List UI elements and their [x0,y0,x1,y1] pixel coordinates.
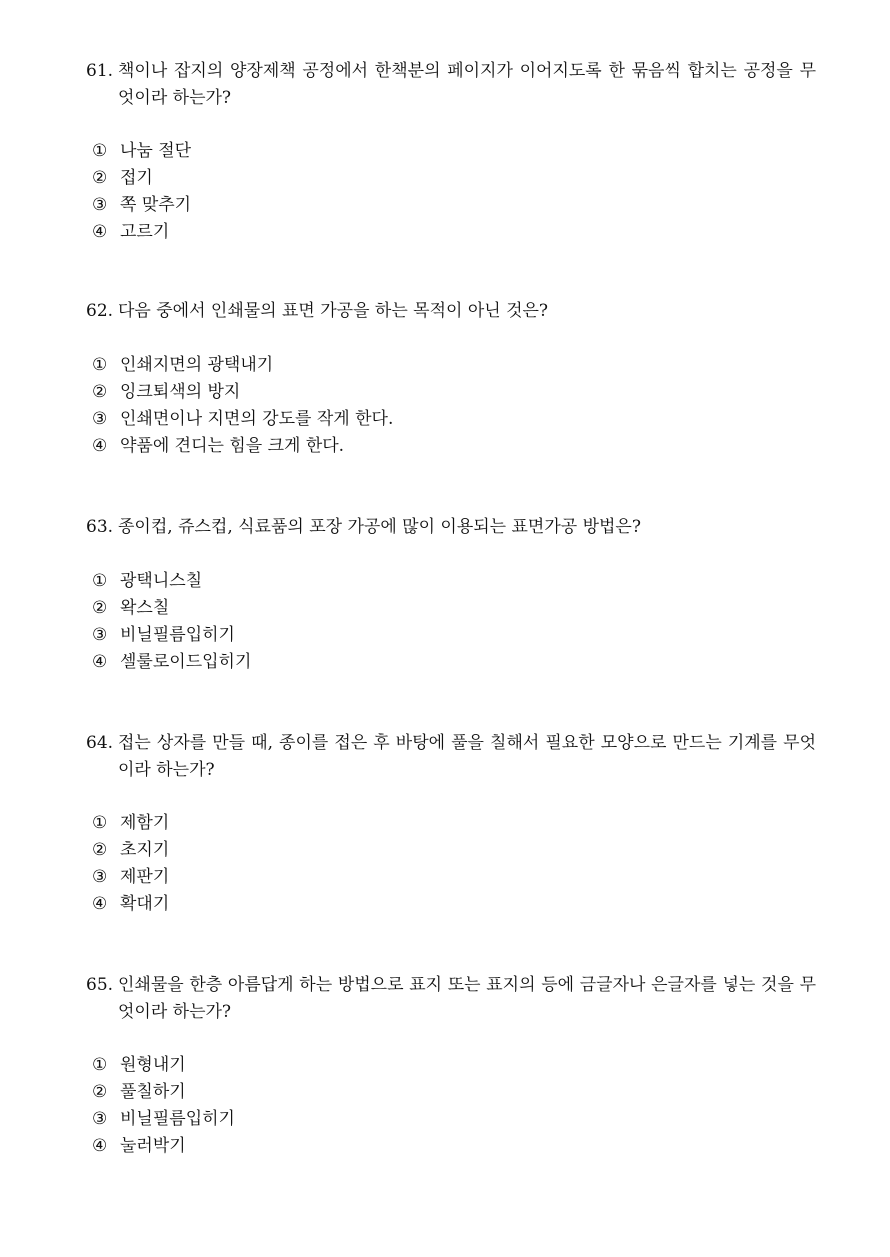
question-number: 62. [86,301,114,321]
option-text: 인쇄지면의 광택내기 [120,355,274,375]
option-marker: ① [92,571,108,591]
question-stem [86,298,816,325]
option-marker: ① [92,355,108,375]
option-list [92,352,393,460]
option-text: 비닐필름입히기 [120,625,235,645]
option-marker: ③ [92,625,108,645]
option-text: 인쇄면이나 지면의 강도를 작게 한다. [120,409,394,429]
option-list [92,1052,235,1160]
question-number: 61. [86,61,114,81]
option-1[interactable] [92,568,251,595]
option-text: 고르기 [120,222,170,242]
option-4[interactable] [92,891,169,918]
option-2[interactable] [92,837,169,864]
question-text: 접는 상자를 만들 때, 종이를 접은 후 바탕에 풀을 칠해서 필요한 모양으로 만드는 기계를 무엇이라 하는가? [118,733,816,780]
question-number: 63. [86,517,114,537]
question-62 [86,298,816,456]
option-text: 비닐필름입히기 [120,1109,235,1129]
option-3[interactable] [92,192,191,219]
option-marker: ④ [92,222,108,242]
question-63 [86,514,816,672]
option-text: 초지기 [120,840,170,860]
option-4[interactable] [92,1133,235,1160]
option-marker: ① [92,141,108,161]
option-3[interactable] [92,1106,235,1133]
question-number: 64. [86,733,114,753]
question-text: 종이컵, 쥬스컵, 식료품의 포장 가공에 많이 이용되는 표면가공 방법은? [118,517,641,537]
option-marker: ④ [92,652,108,672]
question-64 [86,730,816,914]
option-2[interactable] [92,595,251,622]
question-stem [86,730,816,784]
option-text: 제판기 [120,867,170,887]
question-stem [86,972,816,1026]
option-marker: ① [92,813,108,833]
option-marker: ② [92,1082,108,1102]
question-number: 65. [86,975,114,995]
option-text: 잉크퇴색의 방지 [120,382,241,402]
option-list [92,810,169,918]
option-marker: ③ [92,195,108,215]
option-1[interactable] [92,1052,235,1079]
option-marker: ③ [92,867,108,887]
question-65 [86,972,816,1156]
question-text: 책이나 잡지의 양장제책 공정에서 한책분의 페이지가 이어지도록 한 묶음씩 합치는 공정을 무엇이라 하는가? [118,61,816,108]
option-4[interactable] [92,433,393,460]
option-text: 제함기 [120,813,170,833]
option-2[interactable] [92,1079,235,1106]
option-text: 쪽 맞추기 [120,195,192,215]
option-4[interactable] [92,649,251,676]
option-2[interactable] [92,165,191,192]
option-marker: ② [92,168,108,188]
option-3[interactable] [92,406,393,433]
option-4[interactable] [92,219,191,246]
option-text: 셀룰로이드입히기 [120,652,252,672]
option-list [92,568,251,676]
option-text: 원형내기 [120,1055,186,1075]
option-text: 확대기 [120,894,170,914]
option-text: 풀칠하기 [120,1082,186,1102]
option-marker: ② [92,840,108,860]
option-text: 접기 [120,168,153,188]
option-marker: ② [92,382,108,402]
option-text: 약품에 견디는 힘을 크게 한다. [120,436,345,456]
question-text: 인쇄물을 한층 아름답게 하는 방법으로 표지 또는 표지의 등에 금글자나 은글자를 넣는 것을 무엇이라 하는가? [118,975,816,1022]
option-1[interactable] [92,352,393,379]
option-marker: ② [92,598,108,618]
question-61 [86,58,816,242]
question-stem [86,58,816,112]
option-marker: ④ [92,1136,108,1156]
option-3[interactable] [92,864,169,891]
option-marker: ④ [92,436,108,456]
option-marker: ④ [92,894,108,914]
option-1[interactable] [92,138,191,165]
option-text: 나눔 절단 [120,141,192,161]
option-text: 눌러박기 [120,1136,186,1156]
option-list [92,138,191,246]
option-text: 왁스칠 [120,598,170,618]
option-1[interactable] [92,810,169,837]
question-stem [86,514,816,541]
option-text: 광택니스칠 [120,571,203,591]
question-text: 다음 중에서 인쇄물의 표면 가공을 하는 목적이 아닌 것은? [118,301,549,321]
option-3[interactable] [92,622,251,649]
option-marker: ① [92,1055,108,1075]
option-marker: ③ [92,409,108,429]
option-2[interactable] [92,379,393,406]
option-marker: ③ [92,1109,108,1129]
